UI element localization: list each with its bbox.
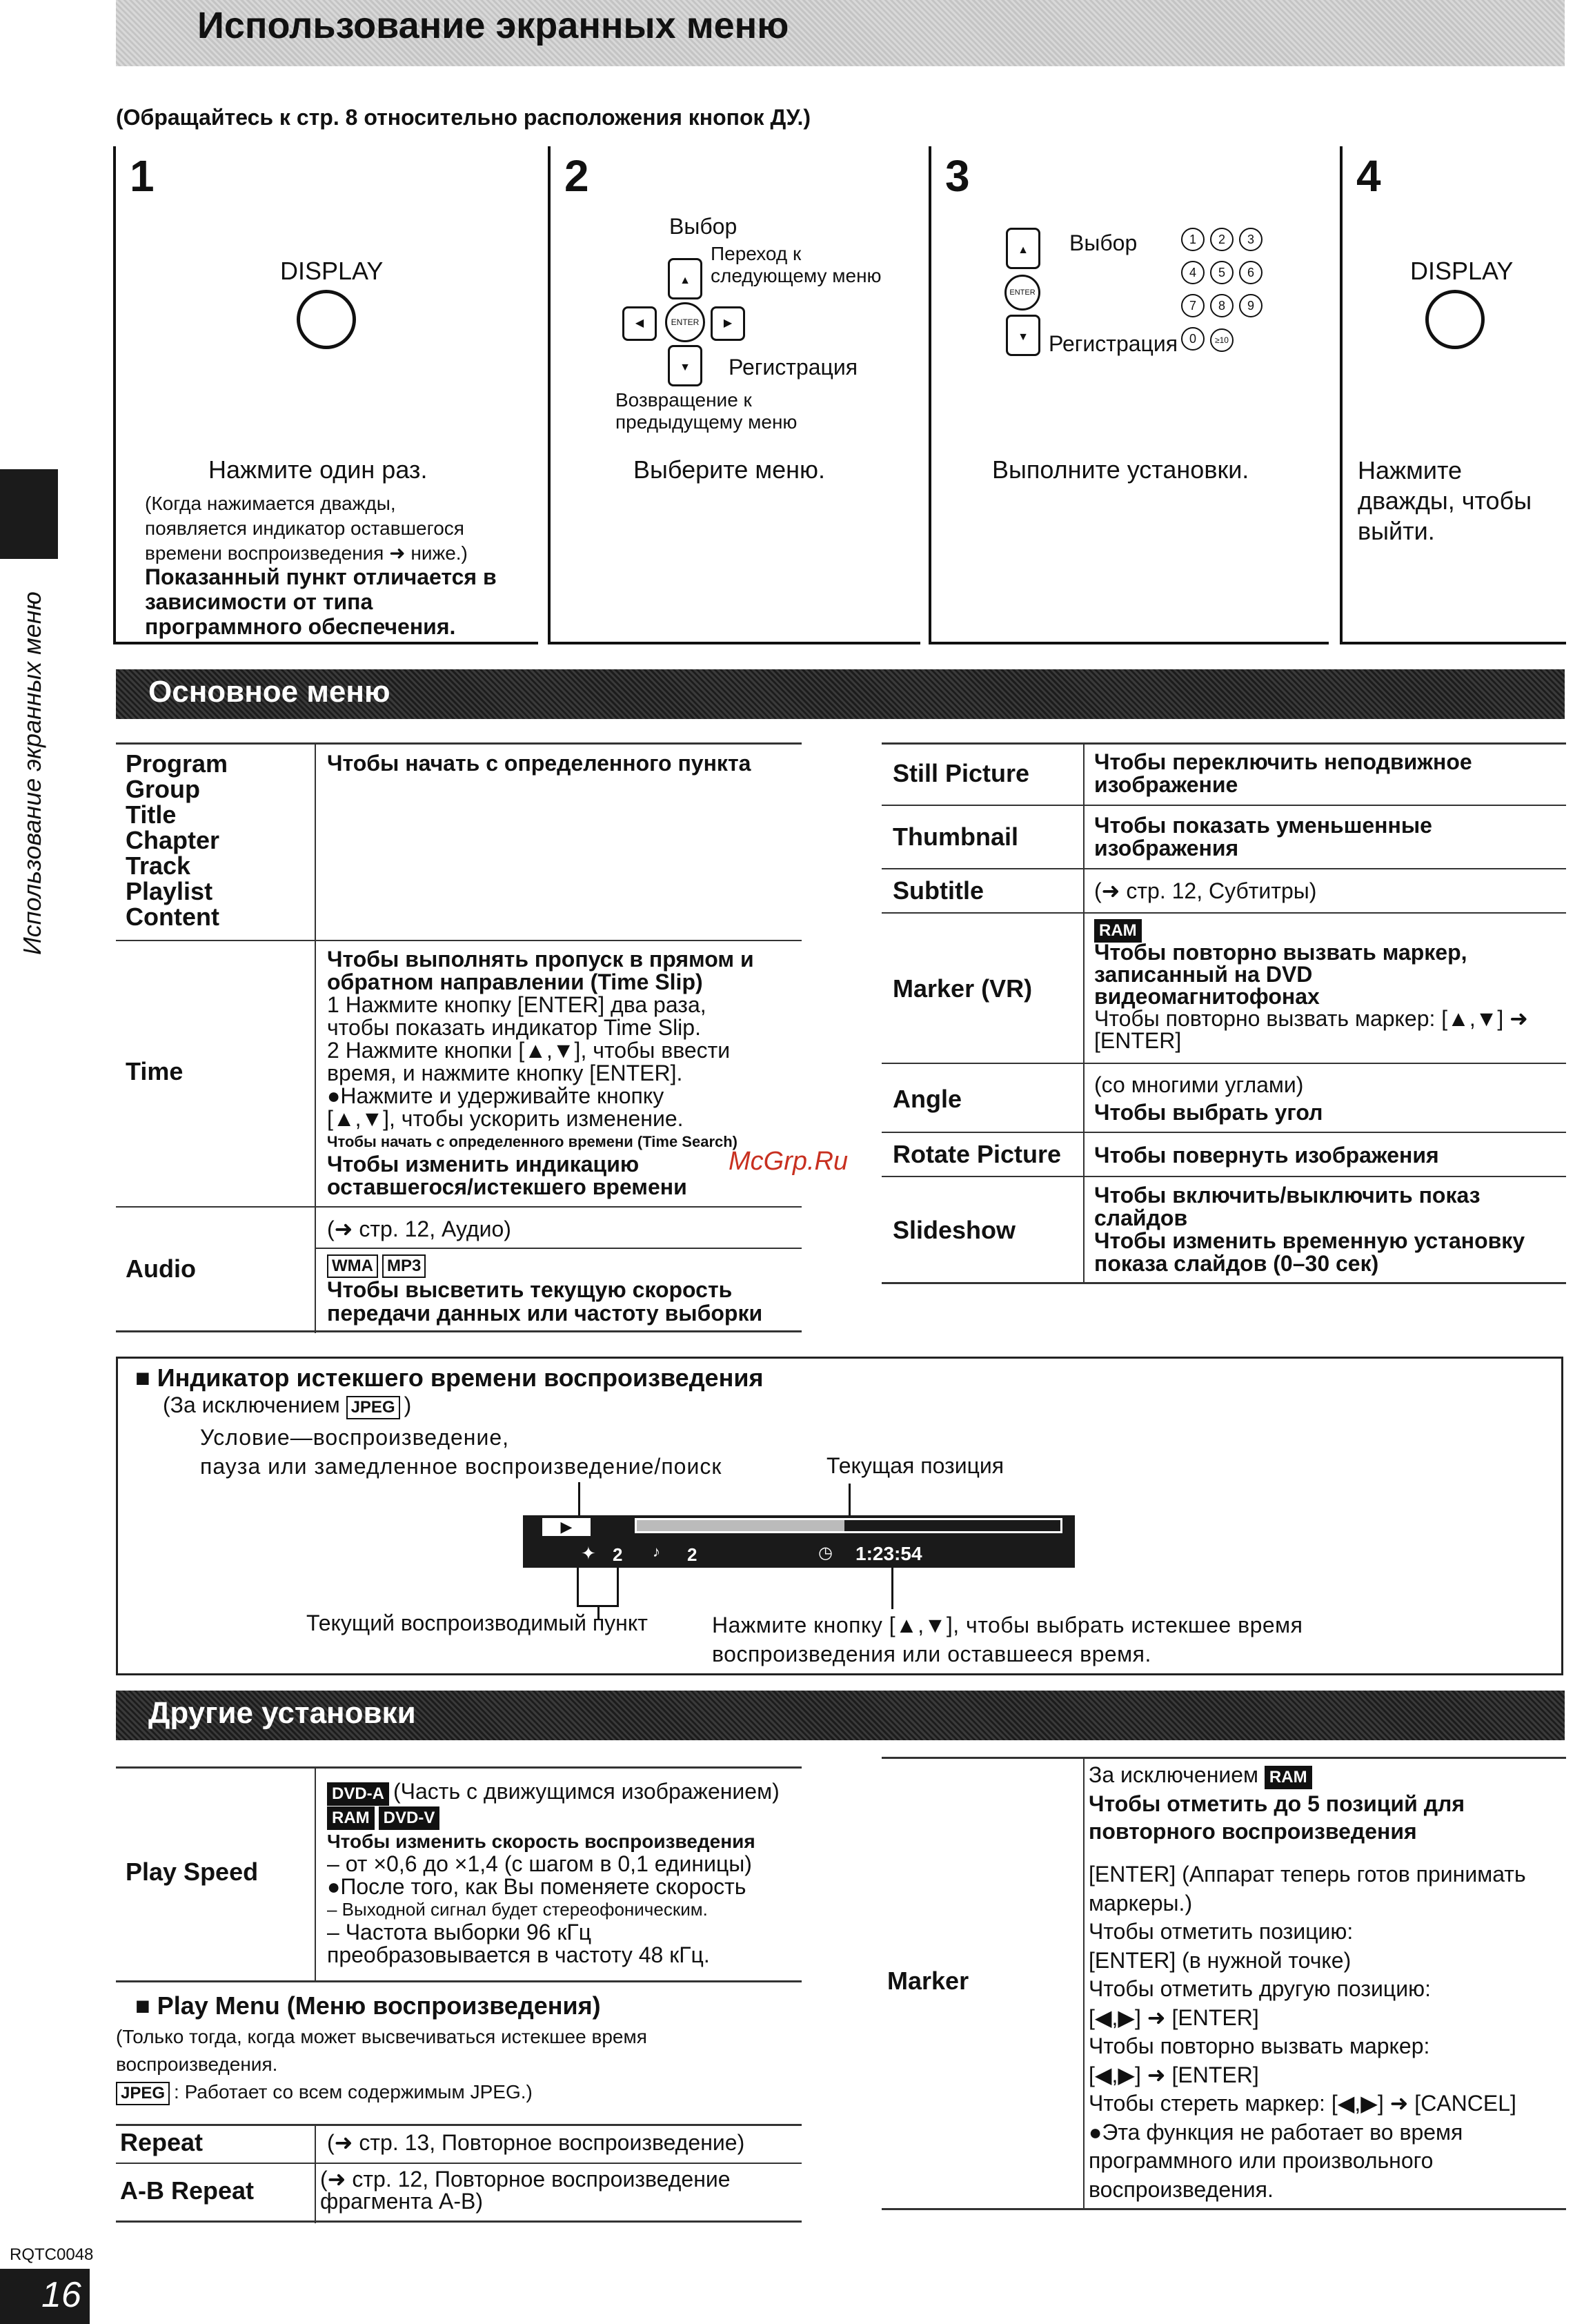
doc-code: RQTC0048	[10, 2245, 94, 2264]
enter-key-icon: ENTER	[665, 302, 705, 342]
display-button-icon	[1425, 290, 1485, 349]
left-arrow-key-icon: ◀	[622, 306, 657, 341]
elapsed-except: (За исключением JPEG )	[163, 1392, 411, 1419]
play-speed-tags: RAM DVD-V	[327, 1806, 444, 1830]
step-2-number: 2	[564, 151, 589, 201]
elapsed-condition: Условие—воспроизведение, пауза или замедленное воспроизведение/поиск	[200, 1425, 722, 1479]
numeric-keypad-icon: 1 2 3 4 5 6 7 8 9 0 ≥10	[1181, 228, 1291, 362]
side-tab-marker	[0, 469, 58, 559]
bar-time: 1:23:54	[855, 1543, 922, 1564]
side-label: Использование экранных меню	[18, 591, 46, 955]
audio-ref: (➜ стр. 12, Аудио)	[327, 1217, 511, 1241]
repeat-label: Repeat	[120, 2128, 204, 2156]
main-menu-title: Основное меню	[148, 675, 390, 709]
up-arrow-key-icon: ▲	[1006, 228, 1040, 269]
thumbnail-desc: Чтобы показать уменьшенные изображения	[1094, 813, 1432, 860]
current-position-label: Текущая позиция	[826, 1453, 1004, 1478]
up-arrow-key-icon: ▲	[668, 258, 702, 299]
audio-desc: Чтобы высветить текущую скорость передачи данных или частоту выборки	[327, 1277, 763, 1326]
play-menu-heading: ■ Play Menu (Меню воспроизведения)	[135, 1991, 601, 2020]
ab-repeat-desc: (➜ стр. 12, Повторное воспроизведение фрагмента A-B)	[320, 2167, 731, 2214]
play-icon: ▶	[542, 1518, 591, 1536]
down-arrow-key-icon: ▼	[1006, 315, 1040, 356]
press-instruction: Нажмите кнопку [▲,▼], чтобы выбрать истекшее время воспроизведения или оставшееся время.	[712, 1613, 1303, 1666]
bar-item-track-icon: ♪	[653, 1543, 660, 1560]
select-label: Выбор	[1069, 230, 1138, 255]
still-picture-desc: Чтобы переключить неподвижное изображение	[1094, 749, 1472, 797]
repeat-desc: (➜ стр. 13, Повторное воспроизведение)	[327, 2130, 745, 2155]
slideshow-label: Slideshow	[893, 1216, 1016, 1244]
subtitle-desc: (➜ стр. 12, Субтитры)	[1094, 878, 1317, 903]
program-desc: Чтобы начать с определенного пункта	[327, 751, 751, 776]
select-label: Выбор	[669, 214, 737, 239]
time-desc: Чтобы выполнять пропуск в прямом и обратном направлении (Time Slip) 1 Нажмите кнопку [ENTER] два раза, чтобы показать индикатор Time Slip. 2 Нажмите кнопки [▲,▼], чтобы ввести время, и нажмите кнопку [ENTER]. ●Нажмите и удерживайте кнопку [▲,▼], чтобы ускорить изменение. Чтобы начать с определенного времени (Time Search) Чтобы изменить индикацию оставшегося/истекшего времени	[327, 947, 754, 1199]
step-4-number: 4	[1356, 151, 1381, 201]
play-speed-desc: Чтобы изменить скорость воспроизведения – от ×0,6 до ×1,4 (с шагом в 0,1 единицы) ●После того, как Вы поменяете скорость – Выходной сигнал будет стереофоническим. – Частота выборки 96 кГц преобразовывается в частоту 48 кГц.	[327, 1831, 755, 1967]
bar-item-2: 2	[687, 1544, 697, 1565]
marker-except: За исключением RAM	[1089, 1762, 1316, 1789]
next-menu-label: Переход к следующему меню	[711, 243, 882, 286]
elapsed-heading: ■ Индикатор истекшего времени воспроизведения	[135, 1363, 764, 1392]
bar-item-group-icon: ✦	[581, 1543, 596, 1564]
thumbnail-label: Thumbnail	[893, 823, 1018, 851]
step-1-note: (Когда нажимается дважды, появляется индикатор оставшегося времени воспроизведения ➜ ниже.)	[145, 493, 468, 564]
rotate-picture-desc: Чтобы повернуть изображения	[1094, 1143, 1439, 1168]
page-title: Использование экранных меню	[197, 5, 789, 46]
step-1-bold-note: Показанный пункт отличается в зависимости от типа программного обеспечения.	[145, 564, 497, 639]
register-label: Регистрация	[729, 355, 858, 380]
enter-key-icon: ENTER	[1004, 275, 1040, 311]
angle-desc: (со многими углами) Чтобы выбрать угол	[1094, 1072, 1323, 1125]
marker-desc: [ENTER] (Аппарат теперь готов принимать маркеры.) Чтобы отметить позицию: [ENTER] (в нужной точке) Чтобы отметить другую позицию: [◀,▶] ➜ [ENTER] Чтобы повторно вызвать маркер: [◀,▶] ➜ [ENTER] Чтобы стереть маркер: [◀,▶] ➜ [CANCEL] ●Эта функция не работает во время программного или произвольного воспроизведения.	[1089, 1862, 1526, 2202]
step-2-caption: Выберите меню.	[633, 455, 826, 484]
play-speed-line-1: DVD-A (Часть с движущимся изображением)	[327, 1779, 780, 1806]
step-1-caption: Нажмите один раз.	[208, 455, 428, 484]
bar-item-1: 2	[613, 1544, 623, 1565]
display-button-icon	[297, 290, 356, 349]
step-3-caption: Выполните установки.	[992, 455, 1249, 484]
marker-vr-label: Marker (VR)	[893, 974, 1033, 1003]
play-speed-label: Play Speed	[126, 1858, 259, 1886]
marker-bold-desc: Чтобы отметить до 5 позиций для повторного воспроизведения	[1089, 1791, 1465, 1844]
down-arrow-key-icon: ▼	[668, 345, 702, 386]
page-number: 16	[41, 2275, 81, 2315]
rotate-picture-label: Rotate Picture	[893, 1140, 1062, 1168]
step-1-number: 1	[130, 151, 155, 201]
marker-vr-desc: Чтобы повторно вызвать маркер, записанный на DVD видеомагнитофонах Чтобы повторно вызвать маркер: [▲,▼] ➜ [ENTER]	[1094, 940, 1528, 1053]
other-settings-title: Другие установки	[148, 1696, 416, 1730]
program-items: Program Group Title Chapter Track Playlist Content	[126, 749, 228, 931]
step-3-number: 3	[945, 151, 970, 201]
display-label: DISPLAY	[280, 257, 384, 285]
audio-tags: WMA MP3	[327, 1254, 430, 1278]
still-picture-label: Still Picture	[893, 759, 1030, 787]
audio-label: Audio	[126, 1254, 196, 1283]
play-menu-note: (Только тогда, когда может высвечиваться истекшее время воспроизведения. JPEG : Работает со всем содержимым JPEG.)	[116, 2023, 647, 2106]
progress-fill	[637, 1520, 844, 1531]
progress-track	[635, 1518, 1062, 1533]
subtitle-label: Subtitle	[893, 876, 984, 905]
register-label: Регистрация	[1049, 331, 1178, 356]
step-4-caption: Нажмите дважды, чтобы выйти.	[1358, 456, 1532, 545]
ram-tag: RAM	[1094, 919, 1146, 943]
prev-menu-label: Возвращение к предыдущему меню	[615, 389, 798, 433]
watermark: McGrp.Ru	[729, 1147, 849, 1176]
angle-label: Angle	[893, 1085, 962, 1113]
slideshow-desc: Чтобы включить/выключить показ слайдов Чтобы изменить временную установку показа слайдов (0–30 сек)	[1094, 1183, 1525, 1276]
ab-repeat-label: A-B Repeat	[120, 2176, 255, 2205]
intro-note: (Обращайтесь к стр. 8 относительно расположения кнопок ДУ.)	[116, 105, 811, 130]
clock-icon: ◷	[818, 1544, 833, 1562]
time-label: Time	[126, 1057, 184, 1085]
display-label: DISPLAY	[1410, 257, 1514, 285]
current-item-label: Текущий воспроизводимый пункт	[306, 1611, 648, 1635]
right-arrow-key-icon: ▶	[711, 306, 745, 341]
marker-label: Marker	[887, 1967, 969, 1995]
